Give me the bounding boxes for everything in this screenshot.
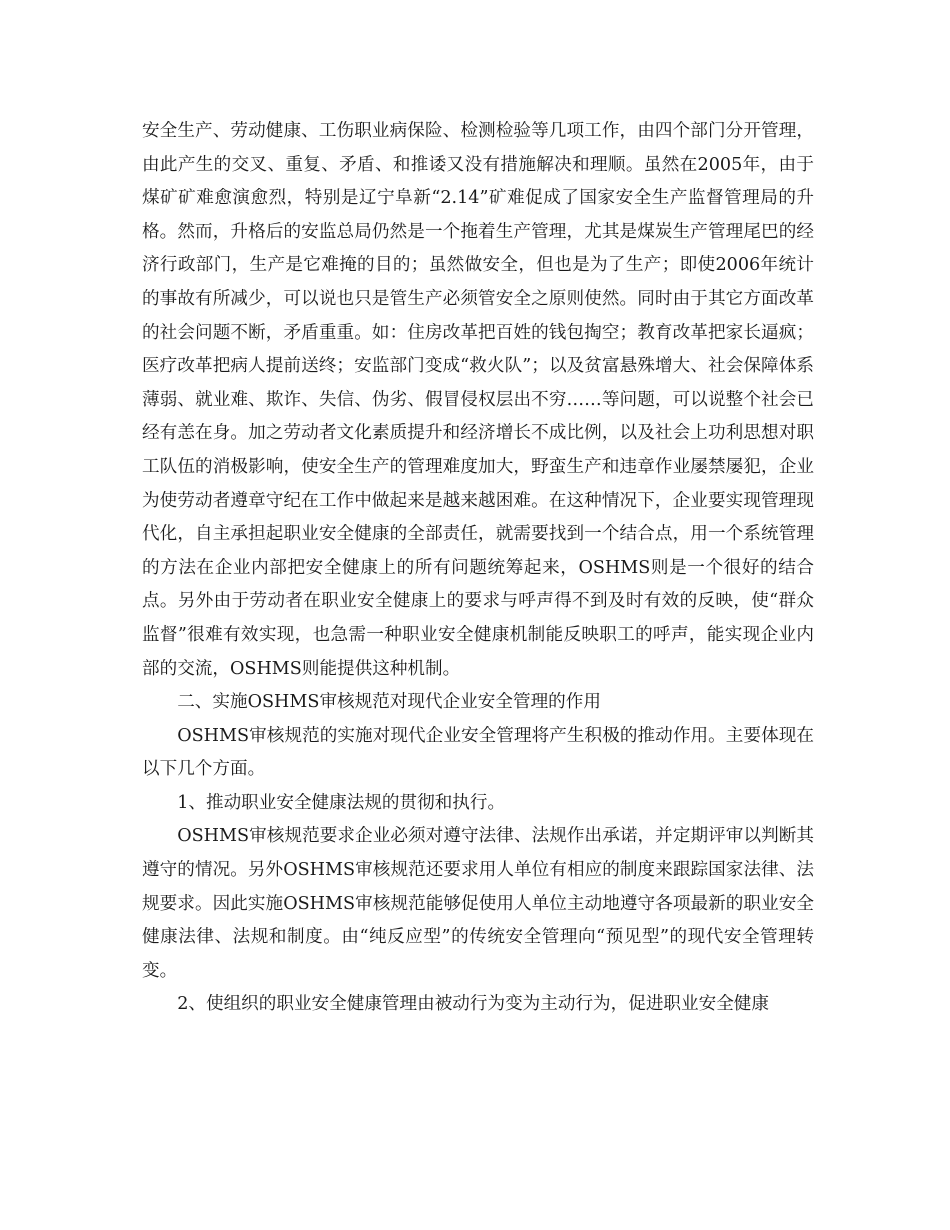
paragraph-intro: OSHMS审核规范的实施对现代企业安全管理将产生积极的推动作用。主要体现在以下几个方面。 bbox=[142, 725, 814, 780]
section-heading: 二、实施OSHMS审核规范对现代企业安全管理的作用 bbox=[177, 692, 601, 713]
document-body bbox=[142, 115, 814, 1022]
paragraph-background: 安全生产、劳动健康、工伤职业病保险、检测检验等几项工作，由四个部门分开管理，由此产生的交叉、重复、矛盾、和推诿又没有措施解决和理顺。虽然在2005年，由于煤矿矿难愈演愈烈，特别是辽宁阜新“2.14”矿难促成了国家安全生产监督管理局的升格。然而，升格后的安监总局仍然是一个拖着生产管理，尤其是煤炭生产管理尾巴的经济行政部门，生产是它难掩的目的；虽然做安全，但也是为了生产；即使2006年统计的事故有所减少，可以说也只是管生产必须管安全之原则使然。同时由于其它方面改革的社会问题不断，矛盾重重。如：住房改革把百姓的钱包掏空；教育改革把家长逼疯；医疗改革把病人提前送终；安监部门变成“救火队”；以及贫富悬殊增大、社会保障体系薄弱、就业难、欺诈、失信、伪劣、假冒侵权层出不穷……等问题，可以说整个社会已经有恙在身。加之劳动者文化素质提升和经济增长不成比例，以及社会上功利思想对职工队伍的消极影响，使安全生产的管理难度加大，野蛮生产和违章作业屡禁屡犯，企业为使劳动者遵章守纪在工作中做起来是越来越困难。在这种情况下，企业要实现管理现代化，自主承担起职业安全健康的全部责任，就需要找到一个结合点，用一个系统管理的方法在企业内部把安全健康上的所有问题统筹起来，OSHMS则是一个很好的结合点。另外由于劳动者在职业安全健康上的要求与呼声得不到及时有效的反映，使“群众监督”很难有效实现，也急需一种职业安全健康机制能反映职工的呼声，能实现企业内部的交流，OSHMS则能提供这种机制。 bbox=[142, 121, 814, 679]
list-item-heading-2: 2、使组织的职业安全健康管理由被动行为变为主动行为，促进职业安全健康 bbox=[177, 994, 769, 1015]
list-item-heading-1: 1、推动职业安全健康法规的贯彻和执行。 bbox=[177, 792, 506, 813]
paragraph-item-1: OSHMS审核规范要求企业必须对遵守法律、法规作出承诺，并定期评审以判断其遵守的情况。另外OSHMS审核规范还要求用人单位有相应的制度来跟踪国家法律、法规要求。因此实施OSHMS审核规范能够促使用人单位主动地遵守各项最新的职业安全健康法律、法规和制度。由“纯反应型”的传统安全管理向“预见型”的现代安全管理转变。 bbox=[142, 826, 814, 981]
